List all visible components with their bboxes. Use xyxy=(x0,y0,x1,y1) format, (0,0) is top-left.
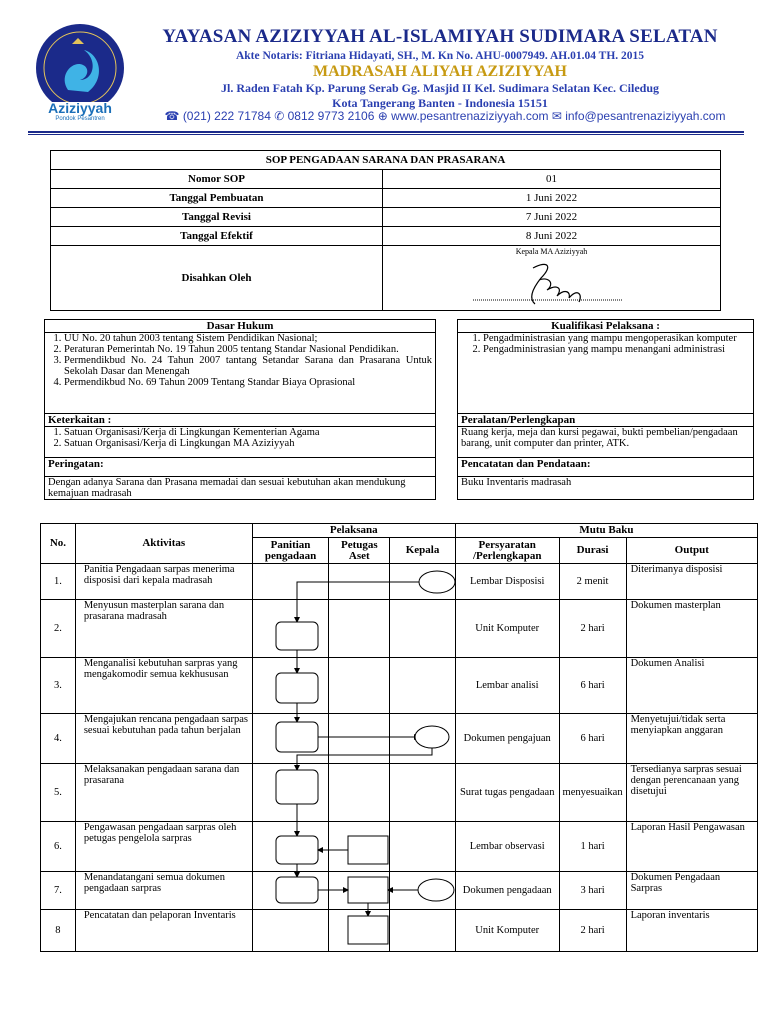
row-output: Tersedianya sarpras sesuai dengan perencanaan yang disetujui xyxy=(626,764,757,822)
row-panitian xyxy=(252,822,329,872)
row-durasi: 2 hari xyxy=(559,910,626,952)
sop-row xyxy=(51,170,721,189)
sop-label: Nomor SOP xyxy=(51,170,383,189)
row-petugas xyxy=(329,600,390,658)
row-no: 6. xyxy=(41,822,76,872)
kualifikasi-list xyxy=(458,333,754,414)
row-durasi: menyesuaikan xyxy=(559,764,626,822)
sop-row xyxy=(51,189,721,208)
list-item: 1. Pengadministrasian yang mampu mengoperasikan komputer xyxy=(483,333,750,344)
row-persyaratan: Dokumen pengadaan xyxy=(455,872,559,910)
sop-value: 8 Juni 2022 xyxy=(383,227,721,246)
row-durasi: 2 hari xyxy=(559,600,626,658)
header-rule-thin xyxy=(28,134,744,135)
row-aktivitas: Pengawasan pengadaan sarpras oleh petugas pengelola sarpras xyxy=(75,822,252,872)
procedure-table xyxy=(40,523,758,952)
col-no: No. xyxy=(41,524,76,564)
row-durasi: 2 menit xyxy=(559,564,626,600)
row-persyaratan: Lembar analisi xyxy=(455,658,559,714)
pencatatan-text: Buku Inventaris madrasah xyxy=(458,477,754,500)
row-aktivitas: Pencatatan dan pelaporan Inventaris xyxy=(75,910,252,952)
row-no: 1. xyxy=(41,564,76,600)
sop-info-table xyxy=(50,150,721,311)
address-line-2: Kota Tangerang Banten - Indonesia 15151 xyxy=(332,96,548,110)
table-row xyxy=(41,658,758,714)
sop-label: Tanggal Pembuatan xyxy=(51,189,383,208)
sop-row xyxy=(51,227,721,246)
row-kepala xyxy=(390,714,456,764)
row-panitian xyxy=(252,658,329,714)
row-output: Diterimanya disposisi xyxy=(626,564,757,600)
row-output: Dokumen Analisi xyxy=(626,658,757,714)
row-durasi: 1 hari xyxy=(559,822,626,872)
col-pelaksana: Pelaksana xyxy=(252,524,455,538)
approver-title: Kepala MA Aziziyyah xyxy=(515,247,588,256)
dasar-hukum-list xyxy=(45,333,436,414)
row-no: 5. xyxy=(41,764,76,822)
row-kepala xyxy=(390,564,456,600)
row-panitian xyxy=(252,910,329,952)
table-row xyxy=(41,872,758,910)
row-persyaratan: Lembar Disposisi xyxy=(455,564,559,600)
sop-row xyxy=(51,208,721,227)
row-output: Laporan Hasil Pengawasan xyxy=(626,822,757,872)
table-row xyxy=(41,910,758,952)
row-output: Menyetujui/tidak serta menyiapkan anggaran xyxy=(626,714,757,764)
row-panitian xyxy=(252,714,329,764)
approved-label: Disahkan Oleh xyxy=(51,246,383,311)
list-item: 2. Pengadministrasian yang mampu menangani administrasi xyxy=(483,344,750,355)
row-petugas xyxy=(329,822,390,872)
row-no: 2. xyxy=(41,600,76,658)
keterkaitan-list xyxy=(45,427,436,458)
row-petugas xyxy=(329,910,390,952)
sop-value: 01 xyxy=(383,170,721,189)
row-petugas xyxy=(329,564,390,600)
sop-value: 1 Juni 2022 xyxy=(383,189,721,208)
list-item: 3. Permendikbud No. 24 Tahun 2007 tantang Setandar Sarana dan Prasarana Untuk Sekolah Dasar dan Menengah xyxy=(64,355,432,377)
row-kepala xyxy=(390,764,456,822)
sop-label: Tanggal Revisi xyxy=(51,208,383,227)
row-kepala xyxy=(390,658,456,714)
row-output: Dokumen masterplan xyxy=(626,600,757,658)
left-info-box xyxy=(44,319,436,500)
signature xyxy=(473,258,673,308)
sop-value: 7 Juni 2022 xyxy=(383,208,721,227)
list-item: 4. Permendikbud No. 69 Tahun 2009 Tentang Standar Biaya Oprasional xyxy=(64,377,432,388)
contact-line: ☎ (021) 222 71784 ✆ 0812 9773 2106 ⊕ www.pesantrenaziziyyah.com ✉ info@pesantrenaziziyyah.com xyxy=(164,109,726,123)
right-info-box xyxy=(457,319,754,500)
row-petugas xyxy=(329,764,390,822)
list-item: 2. Satuan Organisasi/Kerja di Lingkungan MA Aziziyyah xyxy=(64,438,432,449)
col-aktivitas: Aktivitas xyxy=(75,524,252,564)
row-no: 4. xyxy=(41,714,76,764)
row-output: Laporan inventaris xyxy=(626,910,757,952)
address-line-1: Jl. Raden Fatah Kp. Parung Serab Gg. Masjid II Kel. Sudimara Selatan Kec. Ciledug xyxy=(220,81,660,95)
table-row xyxy=(41,714,758,764)
kualifikasi-title: Kualifikasi Pelaksana : xyxy=(458,320,754,333)
row-aktivitas: Mengajukan rencana pengadaan sarpas sesuai kebutuhan pada tahun berjalan xyxy=(75,714,252,764)
row-no: 7. xyxy=(41,872,76,910)
peralatan-text: Ruang kerja, meja dan kursi pegawai, bukti pembelian/pengadaan barang, unit computer dan printer, ATK. xyxy=(458,427,754,458)
row-panitian xyxy=(252,600,329,658)
row-aktivitas: Menyusun masterplan sarana dan prasarana madrasah xyxy=(75,600,252,658)
logo-seal-text: Pondok Pesantren xyxy=(55,116,105,122)
school-name: MADRASAH ALIYAH AZIZIYYAH xyxy=(313,63,567,80)
col-kepala: Kepala xyxy=(390,538,456,564)
row-persyaratan: Unit Komputer xyxy=(455,600,559,658)
row-petugas xyxy=(329,658,390,714)
row-kepala xyxy=(390,872,456,910)
col-petugas: Petugas Aset xyxy=(329,538,390,564)
list-item: 1. Satuan Organisasi/Kerja di Lingkungan Kementerian Agama xyxy=(64,427,432,438)
row-aktivitas: Melaksanakan pengadaan sarana dan prasarana xyxy=(75,764,252,822)
col-panitian: Panitian pengadaan xyxy=(252,538,329,564)
col-mutu-baku: Mutu Baku xyxy=(455,524,757,538)
table-row xyxy=(41,822,758,872)
header-rule xyxy=(28,131,744,133)
row-no: 8 xyxy=(41,910,76,952)
list-item: 2. Peraturan Pemerintah No. 19 Tahun 2005 tentang Standar Nasional Pendidikan. xyxy=(64,344,432,355)
peringatan-text: Dengan adanya Sarana dan Prasana memadai dan sesuai kebutuhan akan mendukung kemajuan madrasah xyxy=(45,477,436,500)
row-panitian xyxy=(252,564,329,600)
sop-label: Tanggal Efektif xyxy=(51,227,383,246)
col-output: Output xyxy=(626,538,757,564)
row-petugas xyxy=(329,872,390,910)
row-aktivitas: Menandatangani semua dokumen pengadaan sarpras xyxy=(75,872,252,910)
row-durasi: 3 hari xyxy=(559,872,626,910)
school-logo xyxy=(28,20,132,124)
row-petugas xyxy=(329,714,390,764)
row-no: 3. xyxy=(41,658,76,714)
row-durasi: 6 hari xyxy=(559,714,626,764)
row-durasi: 6 hari xyxy=(559,658,626,714)
row-aktivitas: Panitia Pengadaan sarpas menerima disposisi dari kepala madrasah xyxy=(75,564,252,600)
dasar-hukum-title: Dasar Hukum xyxy=(45,320,436,333)
row-persyaratan: Lembar observasi xyxy=(455,822,559,872)
row-kepala xyxy=(390,822,456,872)
row-kepala xyxy=(390,600,456,658)
row-kepala xyxy=(390,910,456,952)
table-row xyxy=(41,600,758,658)
logo-text: Aziziyyah xyxy=(48,100,112,116)
row-persyaratan: Dokumen pengajuan xyxy=(455,714,559,764)
row-panitian xyxy=(252,764,329,822)
org-name: YAYASAN AZIZIYYAH AL-ISLAMIYAH SUDIMARA SELATAN xyxy=(162,26,718,47)
row-persyaratan: Unit Komputer xyxy=(455,910,559,952)
col-durasi: Durasi xyxy=(559,538,626,564)
notary-info: Akte Notaris: Fitriana Hidayati, SH., M. Kn No. AHU-0007949. AH.01.04 TH. 2015 xyxy=(235,50,645,62)
pencatatan-title: Pencatatan dan Pendataan: xyxy=(458,458,754,477)
sop-title: SOP PENGADAAN SARANA DAN PRASARANA xyxy=(51,151,721,170)
table-row xyxy=(41,564,758,600)
row-output: Dokumen Pengadaan Sarpras xyxy=(626,872,757,910)
approval-cell xyxy=(383,246,721,311)
keterkaitan-title: Keterkaitan : xyxy=(45,414,436,427)
col-persyaratan: Persyaratan /Perlengkapan xyxy=(455,538,559,564)
row-aktivitas: Menganalisi kebutuhan sarpras yang mengakomodir semua kekhususan xyxy=(75,658,252,714)
table-row xyxy=(41,764,758,822)
peralatan-title: Peralatan/Perlengkapan xyxy=(458,414,754,427)
row-panitian xyxy=(252,872,329,910)
list-item: 1. UU No. 20 tahun 2003 tentang Sistem Pendidikan Nasional; xyxy=(64,333,432,344)
peringatan-title: Peringatan: xyxy=(45,458,436,477)
row-persyaratan: Surat tugas pengadaan xyxy=(455,764,559,822)
